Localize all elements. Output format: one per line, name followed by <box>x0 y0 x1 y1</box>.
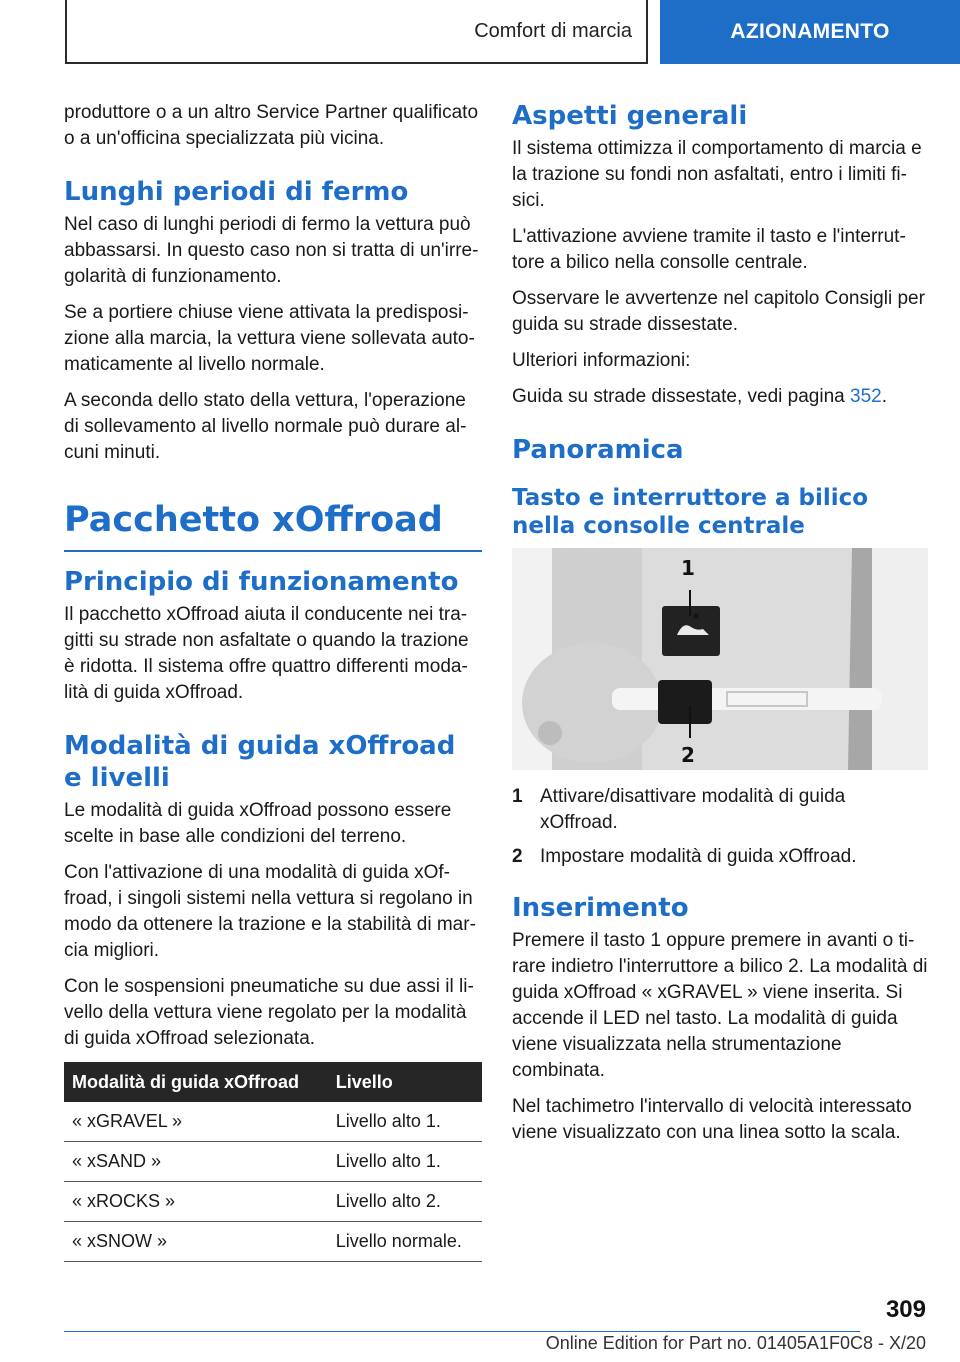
table-cell-mode: « xSAND » <box>64 1142 328 1182</box>
paragraph: Con l'attivazione di una modalità di guida xOffroad, i singoli sistemi nella vettura si regolano in modo da ottenere la trazione e la stabilità di marcia migliori. <box>64 862 476 961</box>
paragraph: Le modalità di guida xOffroad possono essere scelte in base alle condizioni del terreno. <box>64 800 452 847</box>
figure-label-2: 2 <box>681 743 695 767</box>
table-cell-mode: « xROCKS » <box>64 1182 328 1222</box>
page-link[interactable]: 352 <box>850 386 882 407</box>
intro-paragraph: produttore o a un altro Service Partner qualificato o a un'officina specializzata più vicina. <box>64 102 479 149</box>
reference-end: . <box>881 386 887 407</box>
legend-number: 2 <box>512 846 523 867</box>
table-row <box>64 1142 482 1182</box>
header-section-tab <box>660 0 960 64</box>
legend-text: Impostare modalità di guida xOffroad. <box>540 846 857 867</box>
paragraph: Ulteriori informazioni: <box>512 350 691 371</box>
paragraph: Osservare le avvertenze nel capitolo Consigli per guida su strade dissestate. <box>512 288 925 335</box>
paragraph: A seconda dello stato della vettura, l'operazione di sollevamento al livello normale può durare alcuni minuti. <box>64 390 467 463</box>
reference-text: Guida su strade dissestate, vedi pagina <box>512 386 845 407</box>
paragraph: Nel caso di lunghi periodi di fermo la vettura può abbassarsi. In questo caso non si tratta di un'irregolarità di funzionamento. <box>64 214 479 287</box>
table-row <box>64 1222 482 1262</box>
paragraph: Il pacchetto xOffroad aiuta il conducente nei tragitti su strade non asfaltate o quando la trazione è ridotta. Il sistema offre quattro differenti modalità di guida xOffroad. <box>64 604 469 703</box>
legend-number: 1 <box>512 786 523 807</box>
header-section: AZIONAMENTO <box>730 20 890 43</box>
table-header-level: Livello <box>328 1062 482 1102</box>
legend-item <box>512 844 928 870</box>
table-cell-level: Livello alto 1. <box>328 1142 482 1182</box>
table-row <box>64 1182 482 1222</box>
table-header-mode: Modalità di guida xOffroad <box>64 1062 328 1102</box>
table-row <box>64 1102 482 1142</box>
paragraph: Se a portiere chiuse viene attivata la predisposizione alla marcia, la vettura viene sollevata automaticamente al livello normale. <box>64 302 475 375</box>
paragraph: Premere il tasto 1 oppure premere in avanti o tirare indietro l'interruttore a bilico 2. La modalità di guida xOffroad « xGRAVEL » viene inserita. Si accende il LED nel tasto. La modalità di guida viene visualizzata nella strumentazione combinata. <box>512 930 928 1081</box>
paragraph: Con le sospensioni pneumatiche su due assi il livello della vettura viene regolato per la modalità di guida xOffroad selezionata. <box>64 976 474 1049</box>
footer-divider <box>64 1331 860 1332</box>
table-cell-level: Livello alto 1. <box>328 1102 482 1142</box>
footer-edition: Online Edition for Part no. 01405A1F0C8 - X/20 <box>545 1333 926 1353</box>
heading-lunghi-periodi: Lunghi periodi di fermo <box>64 177 409 207</box>
paragraph: Nel tachimetro l'intervallo di velocità interessato viene visualizzato con una linea sotto la scala. <box>512 1096 912 1143</box>
table-cell-level: Livello normale. <box>328 1222 482 1262</box>
paragraph-page-reference <box>512 384 928 410</box>
console-figure <box>512 548 928 770</box>
heading-aspetti-generali: Aspetti generali <box>512 101 748 131</box>
heading-tasto-interruttore: Tasto e interruttore a bilico nella consolle centrale <box>512 485 869 539</box>
table-cell-level: Livello alto 2. <box>328 1182 482 1222</box>
heading-principio: Principio di funzionamento <box>64 567 459 597</box>
page-number: 309 <box>885 1296 926 1323</box>
table-header-row <box>64 1062 482 1102</box>
heading-inserimento: Inserimento <box>512 893 689 923</box>
paragraph: Il sistema ottimizza il comportamento di marcia e la trazione su fondi non asfaltati, entro i limiti fisici. <box>512 138 922 211</box>
table-cell-mode: « xGRAVEL » <box>64 1102 328 1142</box>
legend-text: Attivare/disattivare modalità di guida xOffroad. <box>540 786 846 833</box>
heading-pacchetto-xoffroad: Pacchetto xOffroad <box>64 498 482 552</box>
modes-table <box>64 1062 482 1262</box>
console-illustration <box>512 548 928 770</box>
paragraph: L'attivazione avviene tramite il tasto e l'interruttore a bilico nella consolle centrale. <box>512 226 906 273</box>
right-column <box>512 100 928 1156</box>
left-column <box>64 100 482 1262</box>
legend-item <box>512 784 928 836</box>
header-chapter: Comfort di marcia <box>474 19 632 42</box>
header-chapter-tab <box>65 0 648 64</box>
heading-panoramica: Panoramica <box>512 435 684 465</box>
table-cell-mode: « xSNOW » <box>64 1222 328 1262</box>
figure-label-1: 1 <box>681 556 695 580</box>
heading-modalita-livelli: Modalità di guida xOffroad e livelli <box>64 731 456 793</box>
